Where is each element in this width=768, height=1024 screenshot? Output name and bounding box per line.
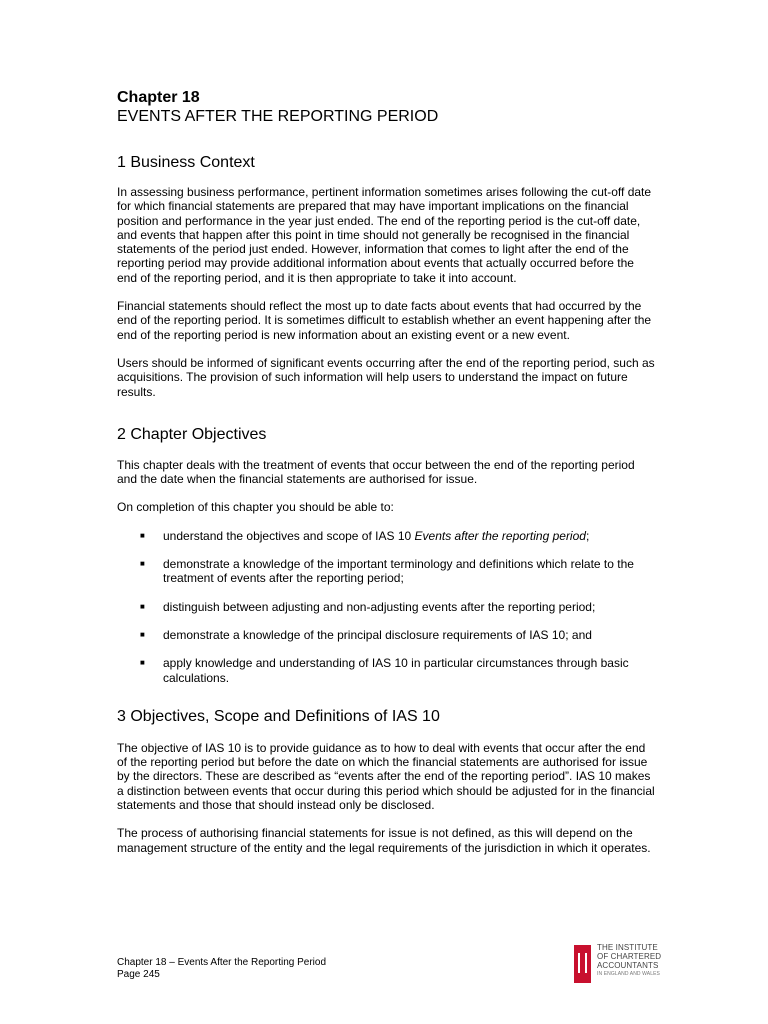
list-item bbox=[117, 600, 657, 614]
list-item-text: ; bbox=[585, 528, 590, 543]
page-body bbox=[117, 88, 657, 855]
paragraph: In assessing business performance, pertinent information sometimes arises following the cut-off date for which financial statements are prepared that may have important implications on the financial position and performance in the year just ended. The end of the reporting period is the cut-off date, and events that happen after this point in time should not generally be recognised in the financial statements of the period just ended. However, information that comes to light after the end of the reporting period may provide additional information about events that actually occurred before the end of the reporting period, and it is then appropriate to take it into account. bbox=[117, 185, 652, 285]
paragraph: On completion of this chapter you should be able to: bbox=[117, 500, 394, 515]
logo-line: THE INSTITUTE bbox=[597, 943, 658, 952]
footer-page-number: Page 245 bbox=[117, 969, 160, 980]
list-item-text: understand the objectives and scope of IAS 10 bbox=[163, 528, 415, 543]
square-bullet-icon: ■ bbox=[140, 658, 145, 668]
section-heading-business-context: 1 Business Context bbox=[117, 154, 255, 171]
list-item-text: apply knowledge and understanding of IAS 10 in particular circumstances through basic calculations. bbox=[163, 656, 629, 685]
logo-line: ACCOUNTANTS bbox=[597, 961, 659, 970]
paragraph: Users should be informed of significant events occurring after the end of the reporting period, such as acquisitions. The provision of such information will help users to understand the impact on future results. bbox=[117, 355, 655, 399]
objectives-list bbox=[117, 529, 657, 685]
chapter-number: Chapter 18 bbox=[117, 89, 200, 106]
paragraph: Financial statements should reflect the most up to date facts about events that had occurred by the end of the reporting period. It is sometimes difficult to establish whether an event happening after the end of the reporting period is new information about an existing event or a new event. bbox=[117, 299, 652, 342]
list-item-text: demonstrate a knowledge of the principal disclosure requirements of IAS 10; and bbox=[163, 627, 592, 642]
list-item bbox=[117, 557, 657, 586]
icaew-logo bbox=[574, 943, 670, 987]
list-item-text: distinguish between adjusting and non-adjusting events after the reporting period; bbox=[163, 599, 596, 614]
page-footer bbox=[117, 957, 326, 981]
crest-icon bbox=[574, 945, 591, 983]
list-item bbox=[117, 529, 657, 543]
list-item bbox=[117, 656, 657, 685]
footer-chapter-label: Chapter 18 – Events After the Reporting Period bbox=[117, 957, 327, 968]
square-bullet-icon: ■ bbox=[140, 530, 145, 540]
paragraph: This chapter deals with the treatment of events that occur between the end of the reporting period and the date when the financial statements are authorised for issue. bbox=[117, 457, 635, 487]
square-bullet-icon: ■ bbox=[140, 559, 145, 569]
chapter-title: EVENTS AFTER THE REPORTING PERIOD bbox=[117, 108, 439, 125]
paragraph: The process of authorising financial statements for issue is not defined, as this will depend on the management structure of the entity and the legal requirements of the jurisdiction in which it operates. bbox=[117, 826, 651, 855]
logo-text bbox=[597, 943, 661, 978]
square-bullet-icon: ■ bbox=[140, 601, 145, 611]
paragraph: The objective of IAS 10 is to provide guidance as to how to deal with events that occur after the end of the reporting period but before the date on which the financial statements are authorised for issue by the directors. These are described as “events after the end of the reporting period”. IAS 10 makes a distinction between events that occur during this period which should be adjusted for in the financial statements and those that should instead only be disclosed. bbox=[117, 740, 655, 813]
list-item-italic: Events after the reporting period bbox=[414, 528, 586, 543]
logo-line: IN ENGLAND AND WALES bbox=[597, 971, 660, 977]
square-bullet-icon: ■ bbox=[140, 629, 145, 639]
list-item-text: demonstrate a knowledge of the important terminology and definitions which relate to the treatment of events after the reporting period; bbox=[163, 557, 634, 586]
section-heading-chapter-objectives: 2 Chapter Objectives bbox=[117, 425, 267, 443]
section-heading-ias10: 3 Objectives, Scope and Definitions of IAS 10 bbox=[117, 707, 440, 725]
list-item bbox=[117, 628, 657, 642]
logo-line: OF CHARTERED bbox=[597, 952, 662, 961]
